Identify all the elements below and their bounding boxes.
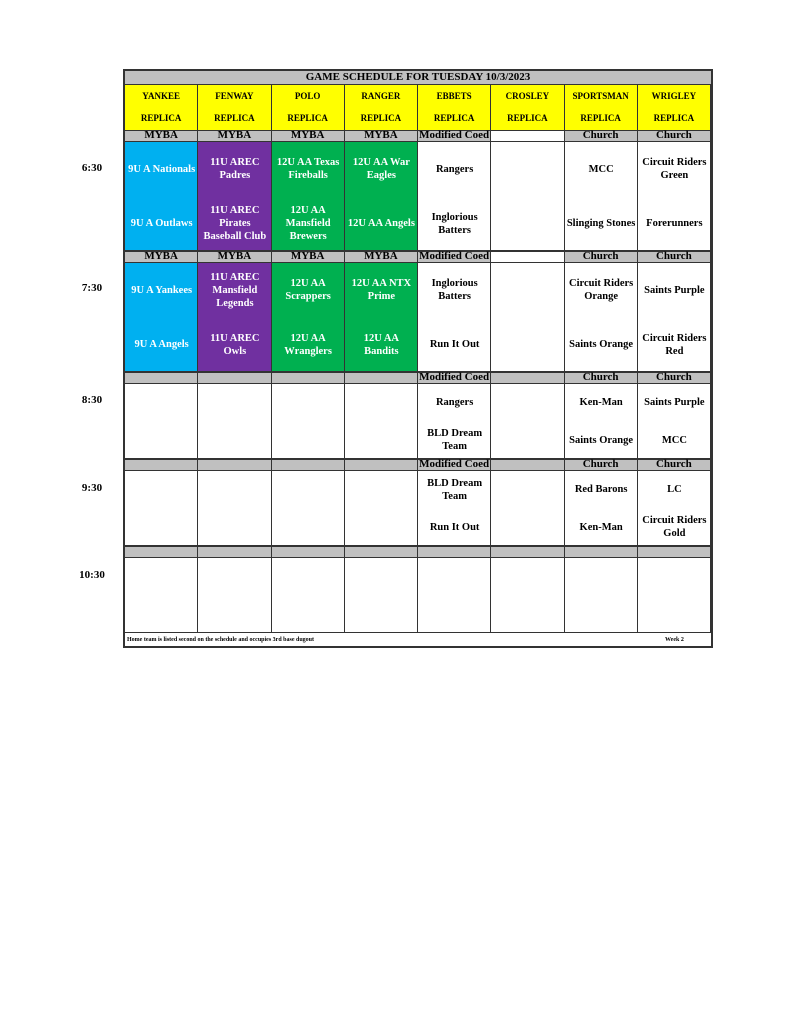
field-header-ranger [345,85,418,130]
game-slot[interactable]: Red Barons [574,484,628,496]
game-slot[interactable]: BLD Dream Team [427,477,483,502]
game-slot[interactable]: 9U A Yankees [131,284,193,296]
league-band [418,546,491,558]
game-slot[interactable]: Saints Orange [569,339,634,351]
league-band: MYBA [125,130,198,142]
field-sub: REPLICA [287,113,328,124]
game-slot[interactable]: Saints Purple [644,284,705,296]
game-slot[interactable] [491,197,564,252]
game-slot[interactable] [418,558,491,596]
game-slot[interactable]: Ken-Man [579,521,623,533]
league-band [198,372,271,384]
league-band: Church [638,372,711,384]
league-band: Modified Coed [418,251,491,263]
field-header-crosley [491,85,564,130]
game-slot[interactable]: 12U AA Angels [347,218,415,230]
game-slot[interactable]: 11U AREC Owls [210,332,260,357]
league-band: MYBA [272,251,345,263]
league-band [491,372,564,384]
field-header-wrigley [638,85,711,130]
field-name: CROSLEY [505,90,550,101]
game-slot[interactable] [638,596,711,634]
time-label: 10:30 [79,569,105,581]
game-slot[interactable]: Inglorious Batters [431,211,478,236]
game-slot[interactable]: LC [667,484,682,496]
game-slot[interactable] [272,384,345,422]
game-slot[interactable] [345,558,418,596]
league-band: MYBA [345,130,418,142]
game-slot[interactable] [565,558,638,596]
league-band [491,251,564,263]
league-band [125,546,198,558]
game-slot[interactable]: MCC [588,163,614,175]
game-slot[interactable]: Run It Out [429,521,480,533]
footer-note: Home team is listed second on the schedule and occupies 3rd base dugout [127,637,315,643]
game-slot[interactable]: Circuit Riders Orange [568,278,634,303]
game-slot[interactable]: Saints Orange [569,434,634,446]
game-slot[interactable] [198,471,271,509]
game-slot[interactable]: 11U AREC Padres [210,157,260,182]
game-slot[interactable]: Circuit Riders Red [642,332,707,357]
league-band [345,459,418,471]
game-slot[interactable] [125,558,198,596]
game-slot[interactable] [125,596,198,634]
game-slot[interactable]: 9U A Outlaws [130,218,193,230]
field-sub: REPLICA [580,113,621,124]
game-slot[interactable] [491,558,564,596]
game-slot[interactable]: Saints Purple [644,397,705,409]
game-slot[interactable] [125,384,198,422]
game-slot[interactable]: Circuit Riders Gold [642,515,707,540]
field-sub: REPLICA [507,113,548,124]
game-slot[interactable] [272,558,345,596]
game-slot[interactable] [345,384,418,422]
game-slot[interactable]: Slinging Stones [566,218,636,230]
league-band [198,546,271,558]
time-label: 6:30 [81,162,103,174]
game-slot[interactable]: MCC [661,434,687,446]
game-slot[interactable]: 12U AA Wranglers [284,332,332,357]
league-band [638,546,711,558]
game-slot[interactable]: 12U AA Mansfield Brewers [285,205,331,243]
game-slot[interactable] [272,596,345,634]
game-slot[interactable]: 12U AA War Eagles [352,157,410,182]
field-header-ebbets [418,85,491,130]
league-band [198,459,271,471]
field-header-fenway [198,85,271,130]
game-slot[interactable] [418,596,491,634]
league-band: Modified Coed [418,372,491,384]
game-slot[interactable] [198,596,271,634]
league-band [345,372,418,384]
game-slot[interactable] [491,509,564,547]
game-slot[interactable] [565,596,638,634]
schedule-sheet [123,69,713,648]
league-band: Church [638,251,711,263]
field-name: YANKEE [142,90,180,101]
league-band: Church [638,130,711,142]
league-band [272,459,345,471]
game-slot[interactable]: 11U AREC Pirates Baseball Club [203,205,267,243]
game-slot[interactable] [491,142,564,197]
game-slot[interactable]: 12U AA NTX Prime [351,278,412,303]
league-band: Modified Coed [418,130,491,142]
game-slot[interactable] [638,558,711,596]
league-band [125,459,198,471]
game-slot[interactable] [198,422,271,460]
field-sub: REPLICA [140,113,182,124]
league-band: MYBA [345,251,418,263]
field-name: EBBETS [436,90,472,101]
game-slot[interactable] [272,422,345,460]
game-slot[interactable]: BLD Dream Team [427,428,483,453]
game-slot[interactable] [125,422,198,460]
game-slot[interactable]: Circuit Riders Green [642,157,707,182]
field-name: POLO [294,90,321,101]
league-band [565,546,638,558]
league-band: Church [565,251,638,263]
field-name: WRIGLEY [651,90,697,101]
game-slot[interactable]: 9U A Nationals [128,163,196,175]
league-band: Church [565,372,638,384]
field-name: RANGER [361,90,401,101]
league-band: Church [565,459,638,471]
league-band [272,372,345,384]
game-slot[interactable] [198,558,271,596]
league-band: Church [638,459,711,471]
game-slot[interactable]: 9U A Angels [134,339,189,351]
field-name: SPORTSMAN [572,90,629,101]
league-band: MYBA [198,130,271,142]
time-label: 9:30 [81,482,103,494]
game-slot[interactable]: Run It Out [429,339,480,351]
game-slot[interactable] [198,384,271,422]
field-sub: REPLICA [360,113,402,124]
league-band [491,546,564,558]
game-slot[interactable] [345,509,418,547]
field-name: FENWAY [215,90,254,101]
game-slot[interactable] [491,263,564,318]
game-slot[interactable]: 11U AREC Mansfield Legends [210,271,260,309]
game-slot[interactable] [345,422,418,460]
game-slot[interactable]: 12U AA Bandits [363,332,400,357]
schedule-title: GAME SCHEDULE FOR TUESDAY 10/3/2023 [125,71,711,85]
footer-week: Week 2 [665,637,684,643]
game-slot[interactable] [491,318,564,373]
league-band [272,546,345,558]
league-band: MYBA [198,251,271,263]
league-band [345,546,418,558]
field-sub: REPLICA [214,113,255,124]
time-label: 7:30 [81,282,103,294]
league-band [125,372,198,384]
field-sub: REPLICA [433,113,475,124]
league-band: MYBA [125,251,198,263]
game-slot[interactable] [345,596,418,634]
game-slot[interactable] [272,509,345,547]
game-slot[interactable] [491,596,564,634]
game-slot[interactable] [491,422,564,460]
time-label: 8:30 [81,394,103,406]
field-sub: REPLICA [653,113,695,124]
game-slot[interactable] [272,471,345,509]
game-slot[interactable]: 12U AA Scrappers [285,278,331,303]
game-slot[interactable]: Forerunners [646,218,703,230]
game-slot[interactable] [345,471,418,509]
league-band [491,459,564,471]
field-header-polo [272,85,345,130]
league-band: MYBA [272,130,345,142]
game-slot[interactable]: Rangers [435,397,474,409]
league-band [491,130,564,142]
field-header-yankee [125,85,198,130]
game-slot[interactable] [491,471,564,509]
game-slot[interactable] [198,509,271,547]
league-band: Modified Coed [418,459,491,471]
game-slot[interactable]: Rangers [435,163,474,175]
league-band: Church [565,130,638,142]
game-slot[interactable] [491,384,564,422]
game-slot[interactable]: Ken-Man [579,397,623,409]
game-slot[interactable] [125,471,198,509]
game-slot[interactable]: 12U AA Texas Fireballs [276,157,340,182]
game-slot[interactable] [125,509,198,547]
field-header-sportsman [565,85,638,130]
game-slot[interactable]: Inglorious Batters [431,278,478,303]
